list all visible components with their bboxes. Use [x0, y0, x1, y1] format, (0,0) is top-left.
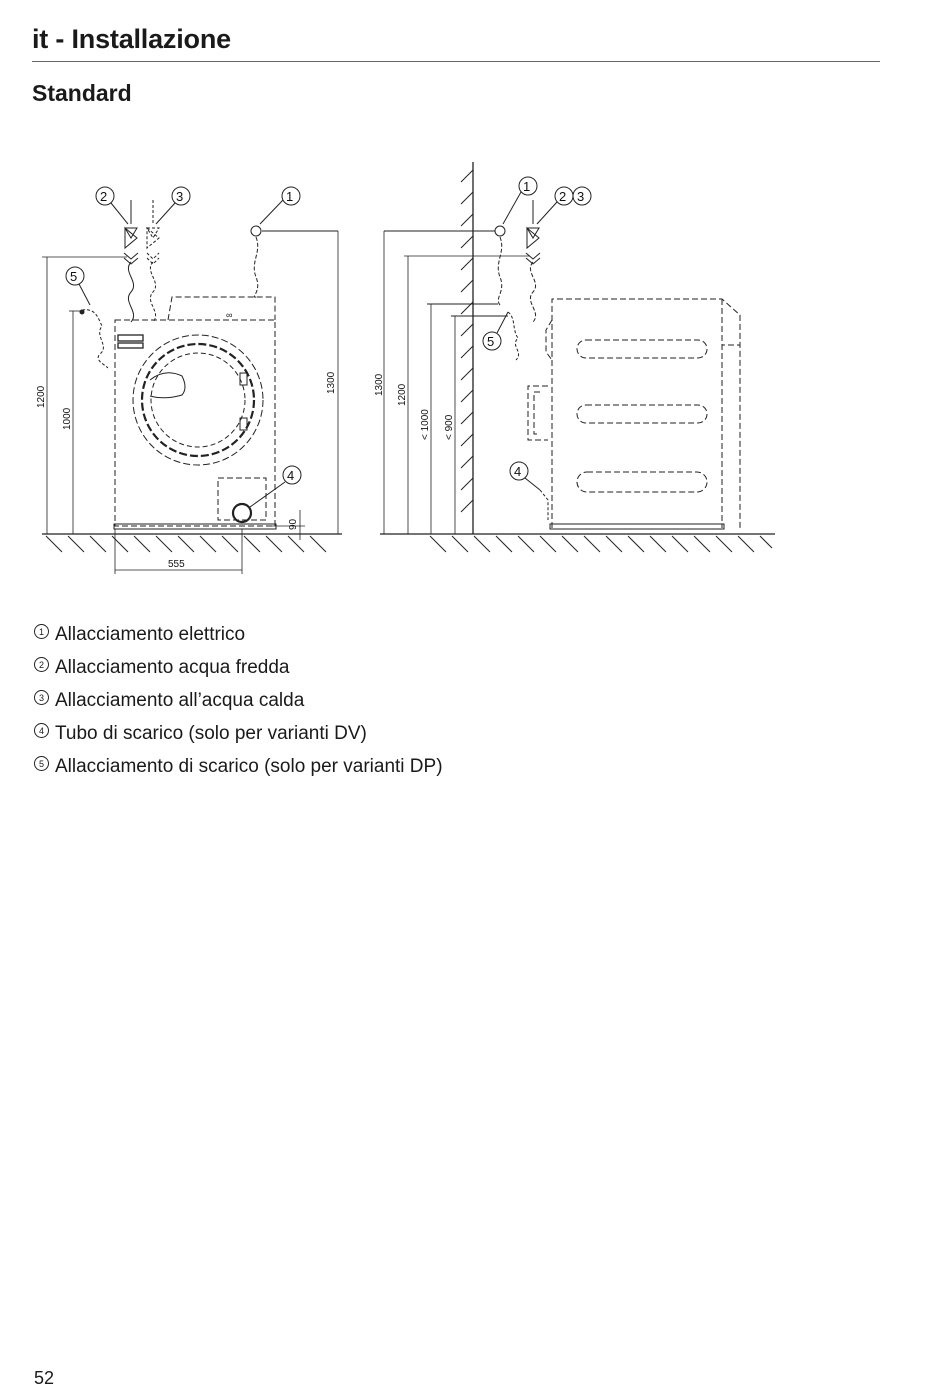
- legend-item: [34, 717, 443, 750]
- dim-1200-side: 1200: [397, 383, 408, 406]
- side-view: [374, 162, 775, 552]
- dim-1000-front: 1000: [62, 407, 73, 430]
- svg-text:2: 2: [559, 189, 567, 204]
- dim-1200-front: 1200: [36, 385, 47, 408]
- page-header: [32, 20, 880, 62]
- floor-hatching-front: [46, 536, 326, 552]
- section-title: Standard: [32, 80, 132, 106]
- front-view: [36, 187, 342, 574]
- callout-3-side: [573, 187, 591, 205]
- legend-text: Allacciamento di scarico (solo per varianti DP): [55, 755, 443, 777]
- legend-text: Allacciamento all’acqua calda: [55, 689, 305, 711]
- legend-item: [34, 684, 443, 717]
- electrical-outlet-side: [384, 226, 505, 305]
- dim-lt1000-side: < 1000: [420, 409, 431, 440]
- callout-number: 5: [34, 756, 49, 771]
- installation-diagram: [0, 150, 800, 590]
- hot-water-valve: [147, 200, 159, 322]
- legend-item: [34, 618, 443, 651]
- door-porthole: [133, 335, 263, 465]
- page-title: it - Installazione: [32, 24, 231, 54]
- legend-item: [34, 750, 443, 783]
- svg-text:2: 2: [100, 189, 108, 204]
- svg-text:5: 5: [487, 334, 495, 349]
- dim-1300-side: 1300: [374, 373, 385, 396]
- legend-text: Allacciamento acqua fredda: [55, 656, 290, 678]
- legend-text: Allacciamento elettrico: [55, 623, 246, 645]
- socket-symbol: ∞: [226, 310, 233, 320]
- callout-number: 2: [34, 657, 49, 672]
- svg-text:1: 1: [286, 189, 294, 204]
- svg-text:5: 5: [70, 269, 78, 284]
- legend-text: Tubo di scarico (solo per varianti DV): [55, 722, 367, 744]
- drain-hose-front: [82, 310, 108, 368]
- callout-2-side: [537, 187, 573, 224]
- callout-number: 4: [34, 723, 49, 738]
- svg-text:4: 4: [514, 464, 522, 479]
- wall-hatching: [461, 170, 473, 512]
- callout-4-side: [510, 462, 540, 490]
- callout-2-front: [96, 187, 128, 224]
- callout-number: 3: [34, 690, 49, 705]
- callout-1-front: [260, 187, 300, 224]
- dim-90-front: 90: [288, 518, 299, 530]
- callout-5-front: [66, 267, 90, 305]
- callout-number: 1: [34, 624, 49, 639]
- callout-5-side: [483, 312, 508, 350]
- water-valve-side: [526, 200, 540, 322]
- dim-555-front: 555: [168, 559, 185, 570]
- svg-text:3: 3: [176, 189, 184, 204]
- drain-outlet-front: [233, 504, 251, 522]
- side-dimensions: [384, 231, 530, 534]
- callout-3-front: [156, 187, 190, 224]
- cold-water-valve: [124, 200, 138, 322]
- page-number: 52: [34, 1368, 55, 1388]
- dim-1300-front: 1300: [326, 371, 337, 394]
- dim-lt900-side: < 900: [444, 414, 455, 440]
- front-control-panel: [118, 335, 143, 348]
- svg-text:4: 4: [287, 468, 295, 483]
- electrical-outlet-front: [251, 226, 338, 297]
- side-machine-outline: [528, 299, 740, 528]
- front-machine-outline: [115, 297, 275, 526]
- callout-1-side: [503, 177, 537, 224]
- svg-text:3: 3: [577, 189, 585, 204]
- svg-text:1: 1: [523, 179, 531, 194]
- legend-list: [34, 618, 443, 783]
- legend-item: [34, 651, 443, 684]
- installation-diagram-svg: [0, 150, 800, 590]
- side-machine-base: [550, 524, 724, 529]
- floor-hatching-side: [430, 536, 772, 552]
